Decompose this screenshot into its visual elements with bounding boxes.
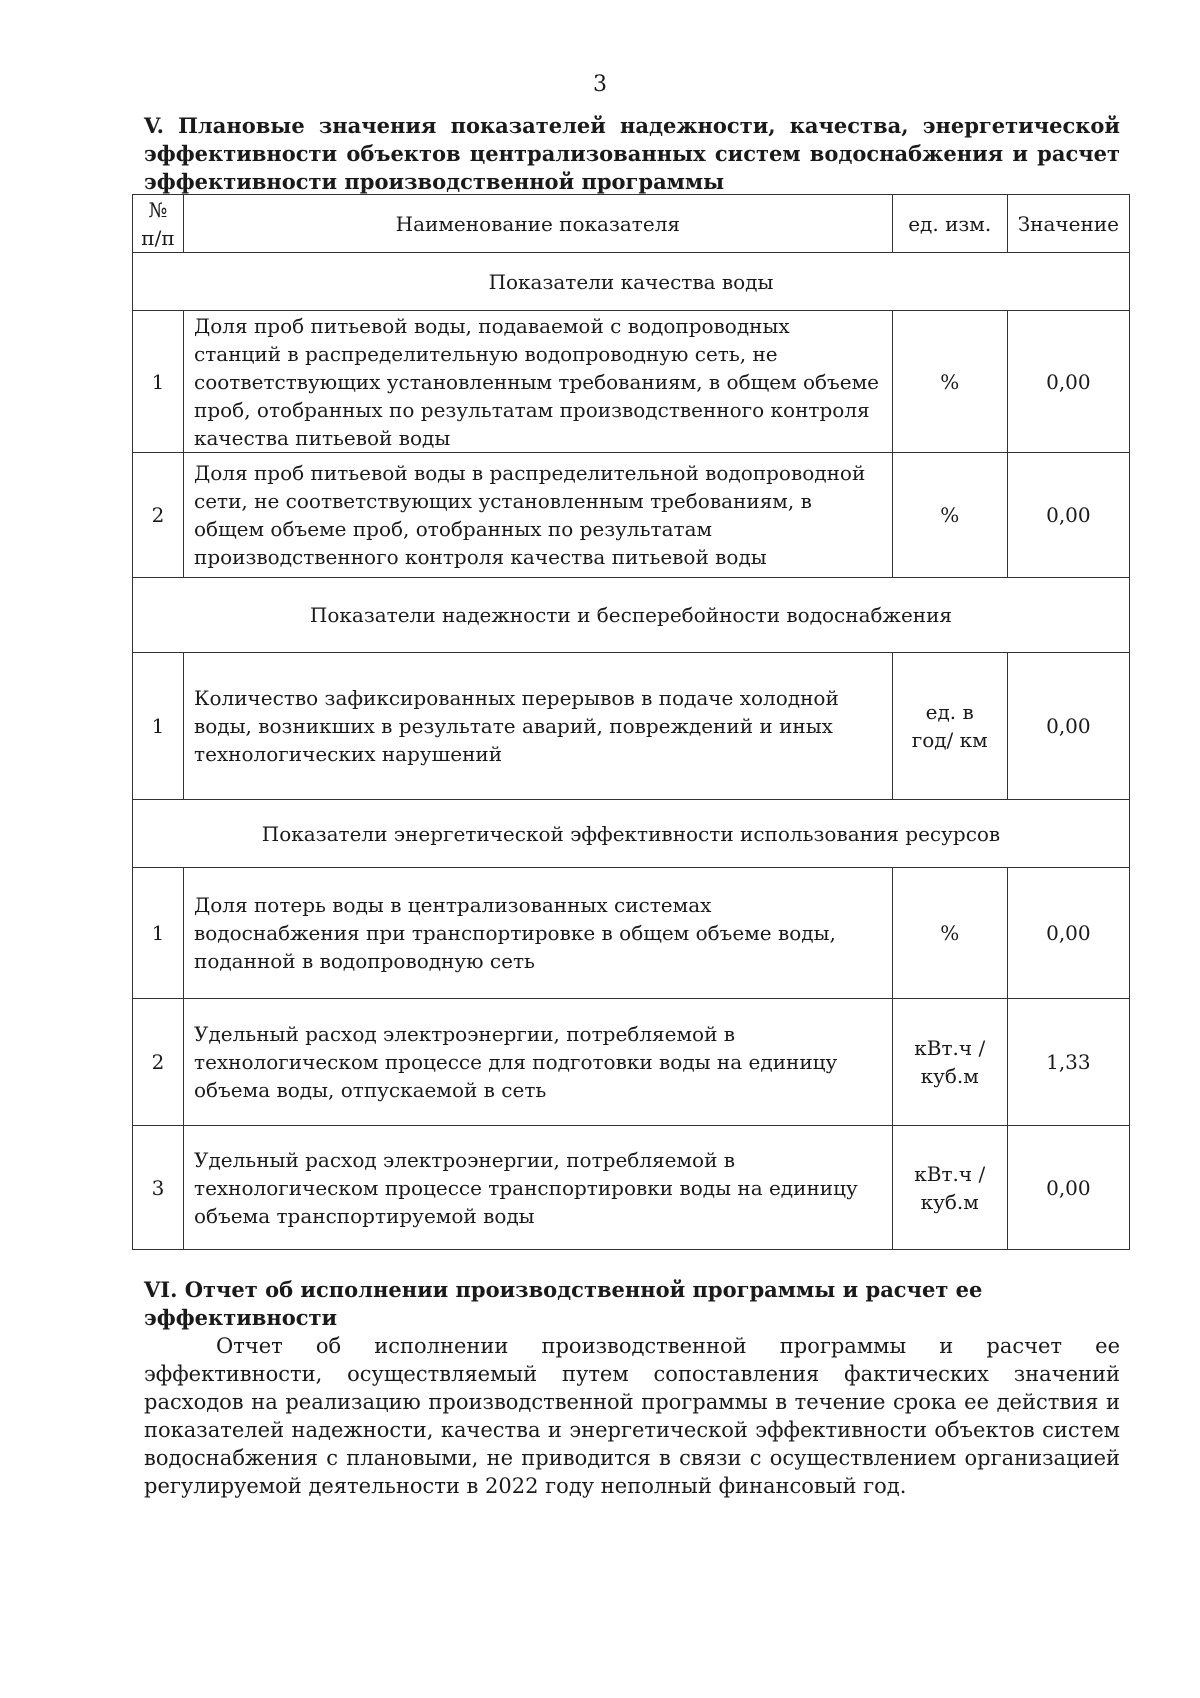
section-6-body: Отчет об исполнении производственной программы и расчет ее эффективности, осуществляемый путем сопоставления фактических значений расходов на реализацию производственной программы в течение срока ее действия и показателей надежности, качества и энергетической эффективности объектов систем водоснабжения с плановыми, не приводится в связи с осуществлением организацией регулируемой деятельности в 2022 году неполный финансовый год.: [144, 1334, 1120, 1498]
table-row: [133, 868, 1130, 999]
row-value: 0,00: [1007, 868, 1129, 999]
row-name: Удельный расход электроэнергии, потребляемой в технологическом процессе для подготовки воды на единицу объема воды, отпускаемой в сеть: [184, 999, 893, 1126]
row-unit: %: [892, 868, 1007, 999]
table-row: [133, 653, 1130, 800]
row-value: 0,00: [1007, 311, 1129, 453]
row-num: 1: [133, 311, 184, 453]
section-title: Показатели качества воды: [133, 253, 1130, 311]
page-number: 3: [593, 72, 607, 97]
header-unit: ед. изм.: [892, 195, 1007, 253]
section-6: [144, 1276, 1120, 1500]
row-name: Доля проб питьевой воды, подаваемой с водопроводных станций в распределительную водопроводную сеть, не соответствующих установленным требованиям, в общем объеме проб, отобранных по результатам производственного контроля качества питьевой воды: [184, 311, 893, 453]
row-unit: %: [892, 453, 1007, 578]
table-row: [133, 1126, 1130, 1250]
row-unit: кВт.ч / куб.м: [892, 1126, 1007, 1250]
row-name: Количество зафиксированных перерывов в подаче холодной воды, возникших в результате аварий, повреждений и иных технологических нарушений: [184, 653, 893, 800]
table-row: [133, 311, 1130, 453]
row-num: 3: [133, 1126, 184, 1250]
section-row-energy: [133, 800, 1130, 868]
row-num: 2: [133, 999, 184, 1126]
row-num: 1: [133, 653, 184, 800]
row-name: Доля потерь воды в централизованных системах водоснабжения при транспортировке в общем объеме воды, поданной в водопроводную сеть: [184, 868, 893, 999]
section-6-title: VI. Отчет об исполнении производственной программы и расчет ее эффективности: [144, 1277, 983, 1330]
row-value: 0,00: [1007, 653, 1129, 800]
row-value: 0,00: [1007, 453, 1129, 578]
section-row-reliability: [133, 578, 1130, 653]
table-row: [133, 453, 1130, 578]
section-row-quality: [133, 253, 1130, 311]
table-row: [133, 999, 1130, 1126]
row-unit: ед. в год/ км: [892, 653, 1007, 800]
header-name: Наименование показателя: [184, 195, 893, 253]
indicators-table: [132, 194, 1130, 1250]
row-num: 2: [133, 453, 184, 578]
section-5-title: V. Плановые значения показателей надежности, качества, энергетической эффективности объектов централизованных систем водоснабжения и расчет эффективности производственной программы: [144, 113, 1120, 194]
section-title: Показатели энергетической эффективности использования ресурсов: [133, 800, 1130, 868]
row-unit: кВт.ч / куб.м: [892, 999, 1007, 1126]
table-header-row: [133, 195, 1130, 253]
row-value: 0,00: [1007, 1126, 1129, 1250]
header-num: № п/п: [133, 195, 184, 253]
row-unit: %: [892, 311, 1007, 453]
row-num: 1: [133, 868, 184, 999]
row-value: 1,33: [1007, 999, 1129, 1126]
row-name: Удельный расход электроэнергии, потребляемой в технологическом процессе транспортировки воды на единицу объема транспортируемой воды: [184, 1126, 893, 1250]
row-name: Доля проб питьевой воды в распределительной водопроводной сети, не соответствующих установленным требованиям, в общем объеме проб, отобранных по результатам производственного контроля качества питьевой воды: [184, 453, 893, 578]
header-value: Значение: [1007, 195, 1129, 253]
section-title: Показатели надежности и бесперебойности водоснабжения: [133, 578, 1130, 653]
